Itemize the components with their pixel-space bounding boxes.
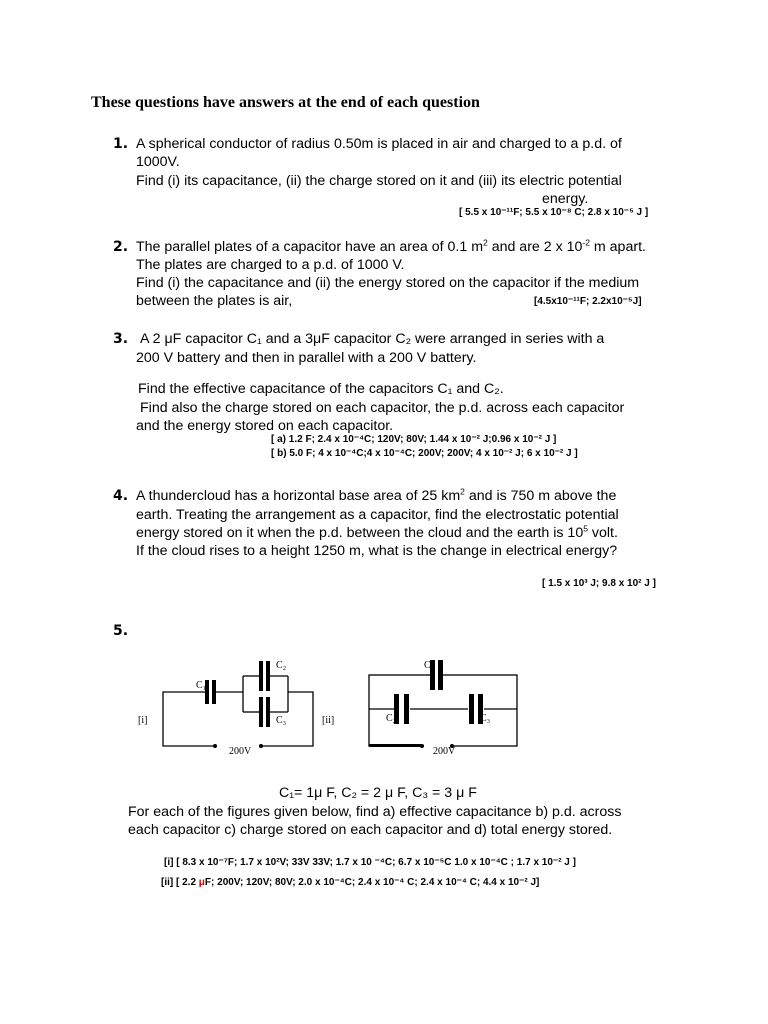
question-number: 1. [113,136,129,152]
question-text: energy. [542,191,589,207]
answer-text: [ii] [ 2.2 μF; 200V; 120V; 80V; 2.0 x 10⁻⁴C; 2.4 x 10⁻⁴ C; 2.4 x 10⁻⁴ C; 4.4 x 10⁻² J] [161,877,540,888]
capacitor-values: C₁= 1μ F, C₂ = 2 μ F, C₃ = 3 μ F [279,785,477,801]
page-title: These questions have answers at the end of each question [91,94,480,111]
answer-text: [i] [ 8.3 x 10⁻⁷F; 1.7 x 10²V; 33V 33V; 1.7 x 10 ⁻⁴C; 6.7 x 10⁻⁵C 1.0 x 10⁻⁴C ; 1.7 x 10⁻² J ] [164,857,576,868]
answer-text: [ 1.5 x 10³ J; 9.8 x 10² J ] [542,578,656,589]
question-text: A 2 μF capacitor C₁ and a 3μF capacitor C₂ were arranged in series with a [140,331,605,347]
capacitor-label: C₁ [424,660,435,671]
capacitor-label: C₃ [276,715,287,726]
question-text: Find also the charge stored on each capacitor, the p.d. across each capacitor [140,400,625,416]
capacitor-label: C₁ [196,680,207,691]
capacitor-label: C₂ [386,713,397,724]
circuit-diagram-i [163,676,313,746]
question-text: between the plates is air, [136,293,293,309]
question-number: 4. [113,488,129,504]
figure-label: [ii] [322,715,335,726]
answer-text: [ a) 1.2 F; 2.4 x 10⁻⁴C; 120V; 80V; 1.44 x 10⁻² J;0.96 x 10⁻² J ] [271,434,557,445]
question-number: 5. [113,623,129,639]
capacitor-label: C₂ [276,660,287,671]
answer-text: [4.5x10⁻¹¹F; 2.2x10⁻⁵J] [534,296,642,307]
question-text: The plates are charged to a p.d. of 1000 V. [136,257,405,273]
question-text: A spherical conductor of radius 0.50m is placed in air and charged to a p.d. of [136,136,622,152]
question-text: A thundercloud has a horizontal base area of 25 $km^2$ and is 750 m above the [136,486,617,504]
answer-text: [ 5.5 x 10⁻¹¹F; 5.5 x 10⁻⁸ C; 2.8 x 10⁻⁵ J ] [459,207,649,218]
question-text: 200 V battery and then in parallel with a 200 V battery. [136,350,477,366]
question-text: If the cloud rises to a height 1250 m, what is the change in electrical energy? [136,543,618,559]
question-text: and the energy stored on each capacitor. [136,418,394,434]
question-text: Find (i) its capacitance, (ii) the charge stored on it and (iii) its electric potential [136,173,622,189]
question-text: energy stored on it when the p.d. between the cloud and the earth is $10^5$ volt. [136,523,618,541]
answer-text: [ b) 5.0 F; 4 x 10⁻⁴C;4 x 10⁻⁴C; 200V; 200V; 4 x 10⁻² J; 6 x 10⁻² J ] [271,448,578,459]
question-text: Find (i) the capacitance and (ii) the energy stored on the capacitor if the medium [136,275,640,291]
capacitor-plates-i [205,661,270,748]
question-text: For each of the figures given below, find a) effective capacitance b) p.d. across [128,804,622,820]
figure-label: [i] [138,715,148,726]
voltage-label: 200V [229,746,252,757]
capacitor-plates-ii [369,660,483,748]
question-text: earth. Treating the arrangement as a capacitor, find the electrostatic potential [136,507,619,523]
question-text: each capacitor c) charge stored on each capacitor and d) total energy stored. [128,822,613,838]
question-number: 2. [113,239,129,255]
voltage-label: 200V [433,746,456,757]
question-text: Find the effective capacitance of the capacitors C₁ and C₂. [138,381,504,397]
question-number: 3. [113,331,129,347]
question-text: The parallel plates of a capacitor have an area of 0.1 $m^2$ and are 2 x $10^{-2}$ m apart. [136,237,646,255]
question-text: 1000V. [136,154,180,170]
capacitor-label: C₃ [480,713,491,724]
